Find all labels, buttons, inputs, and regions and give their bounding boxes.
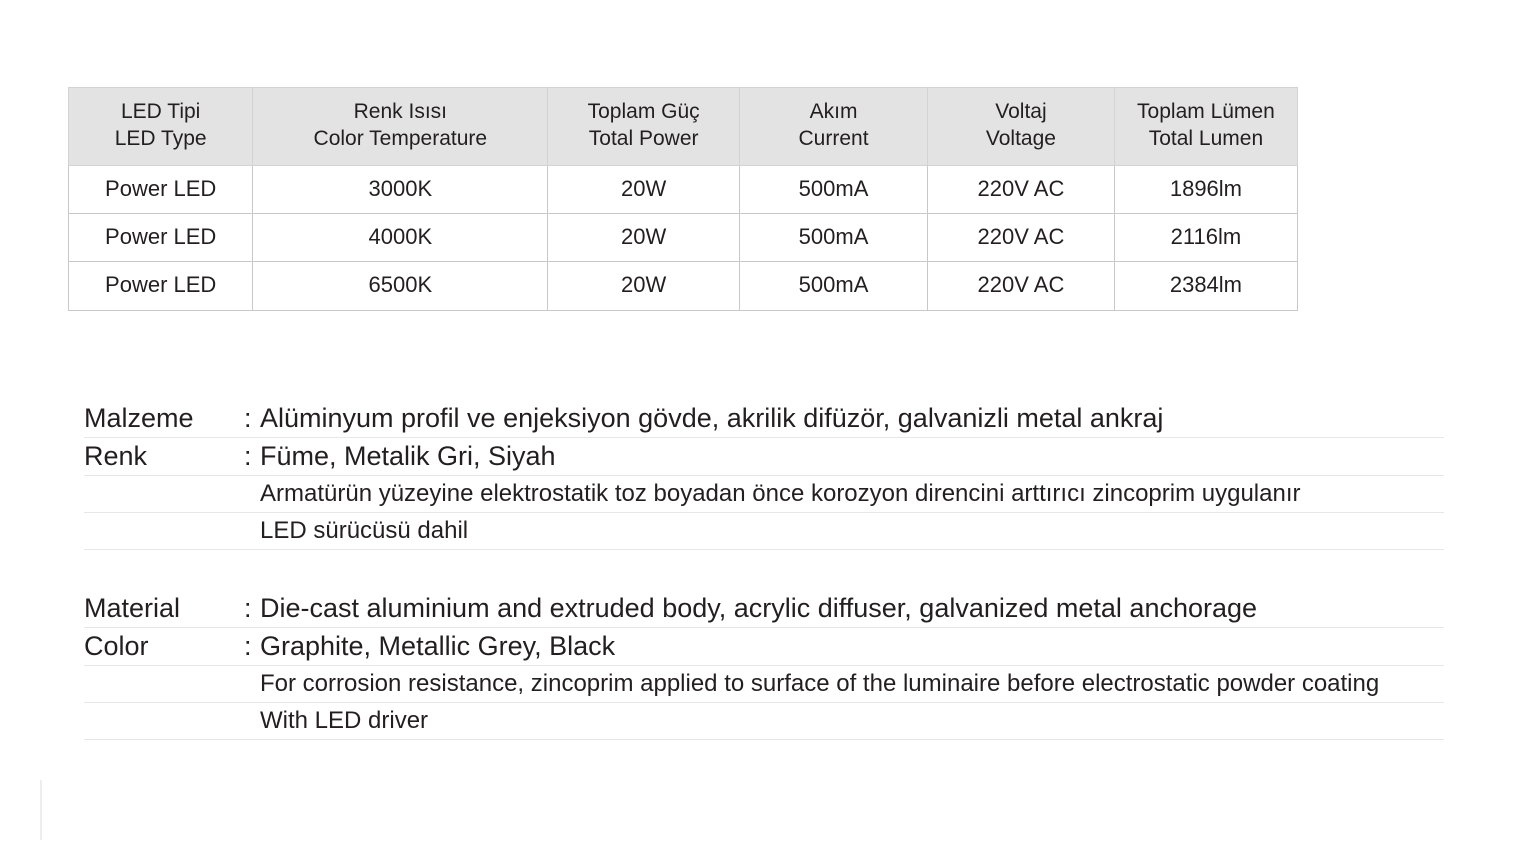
column-header-total-lumen bbox=[1114, 88, 1297, 166]
description-value-material-en: Die-cast aluminium and extruded body, acrylic diffuser, galvanized metal anchorage bbox=[260, 593, 1258, 623]
column-header-voltage-en: Voltage bbox=[985, 127, 1056, 151]
cell-color-temperature: 4000K bbox=[253, 213, 548, 261]
description-block-english bbox=[84, 590, 1444, 740]
description-row-material-tr bbox=[84, 400, 1444, 438]
column-header-led-type-en: LED Type bbox=[114, 127, 207, 151]
description-row-color-tr bbox=[84, 438, 1444, 476]
cell-voltage: 220V AC bbox=[928, 165, 1115, 213]
column-header-led-type-tr: LED Tipi bbox=[120, 100, 201, 123]
cell-current: 500mA bbox=[740, 213, 928, 261]
column-header-total-power-en: Total Power bbox=[588, 127, 699, 151]
description-row-color-en bbox=[84, 628, 1444, 666]
column-header-total-lumen-en: Total Lumen bbox=[1148, 127, 1264, 151]
description-row-note1-en bbox=[84, 666, 1444, 703]
cell-color-temperature: 3000K bbox=[253, 165, 548, 213]
cell-total-power: 20W bbox=[548, 165, 740, 213]
cell-total-power: 20W bbox=[548, 213, 740, 261]
table-row bbox=[69, 213, 1298, 261]
cell-voltage: 220V AC bbox=[928, 213, 1115, 261]
column-header-total-power bbox=[548, 88, 740, 166]
cell-led-type: Power LED bbox=[69, 262, 253, 310]
description-value-material-tr: Alüminyum profil ve enjeksiyon gövde, akrilik difüzör, galvanizli metal ankraj bbox=[260, 403, 1164, 433]
description-colon: : bbox=[244, 593, 252, 623]
cell-color-temperature: 6500K bbox=[253, 262, 548, 310]
table-header-row bbox=[69, 88, 1298, 166]
description-value-color-tr: Füme, Metalik Gri, Siyah bbox=[260, 441, 556, 471]
description-note-2-en: With LED driver bbox=[260, 707, 429, 734]
column-header-voltage-tr: Voltaj bbox=[995, 100, 1047, 123]
description-label-material-en: Material bbox=[84, 593, 181, 623]
description-row-note2-tr bbox=[84, 513, 1444, 550]
description-label-color-en: Color bbox=[84, 631, 149, 661]
description-row-material-en bbox=[84, 590, 1444, 628]
cell-total-lumen: 1896lm bbox=[1114, 165, 1297, 213]
column-header-voltage bbox=[928, 88, 1115, 166]
column-header-current-tr: Akım bbox=[809, 100, 858, 123]
column-header-total-power-tr: Toplam Güç bbox=[587, 100, 700, 123]
description-row-note1-tr bbox=[84, 476, 1444, 513]
cell-current: 500mA bbox=[740, 165, 928, 213]
description-note-1-tr: Armatürün yüzeyine elektrostatik toz boyadan önce korozyon direncini arttırıcı zincoprim uygulanır bbox=[260, 480, 1301, 507]
column-header-color-temperature-en: Color Temperature bbox=[313, 127, 488, 151]
table-body bbox=[69, 165, 1298, 310]
cell-total-power: 20W bbox=[548, 262, 740, 310]
table-row bbox=[69, 262, 1298, 310]
column-header-color-temperature bbox=[253, 88, 548, 166]
description-colon: : bbox=[244, 631, 252, 661]
description-block-turkish bbox=[84, 400, 1444, 550]
cell-current: 500mA bbox=[740, 262, 928, 310]
spec-table-container bbox=[68, 87, 1298, 311]
cell-led-type: Power LED bbox=[69, 165, 253, 213]
description-row-note2-en bbox=[84, 703, 1444, 740]
description-colon: : bbox=[244, 403, 252, 433]
column-header-current bbox=[740, 88, 928, 166]
page-edge-artifact bbox=[40, 780, 42, 840]
column-header-color-temperature-tr: Renk Isısı bbox=[353, 100, 447, 123]
led-spec-table bbox=[68, 87, 1298, 311]
table-row bbox=[69, 165, 1298, 213]
description-note-2-tr: LED sürücüsü dahil bbox=[260, 517, 469, 544]
table-header bbox=[69, 88, 1298, 166]
description-value-color-en: Graphite, Metallic Grey, Black bbox=[260, 631, 616, 661]
cell-voltage: 220V AC bbox=[928, 262, 1115, 310]
cell-led-type: Power LED bbox=[69, 213, 253, 261]
column-header-current-en: Current bbox=[798, 127, 869, 151]
description-label-color-tr: Renk bbox=[84, 441, 148, 471]
cell-total-lumen: 2116lm bbox=[1114, 213, 1297, 261]
column-header-total-lumen-tr: Toplam Lümen bbox=[1137, 100, 1275, 123]
cell-total-lumen: 2384lm bbox=[1114, 262, 1297, 310]
description-label-material-tr: Malzeme bbox=[84, 403, 194, 433]
column-header-led-type bbox=[69, 88, 253, 166]
description-colon: : bbox=[244, 441, 252, 471]
description-note-1-en: For corrosion resistance, zincoprim applied to surface of the luminaire before electrostatic powder coating bbox=[260, 670, 1380, 697]
